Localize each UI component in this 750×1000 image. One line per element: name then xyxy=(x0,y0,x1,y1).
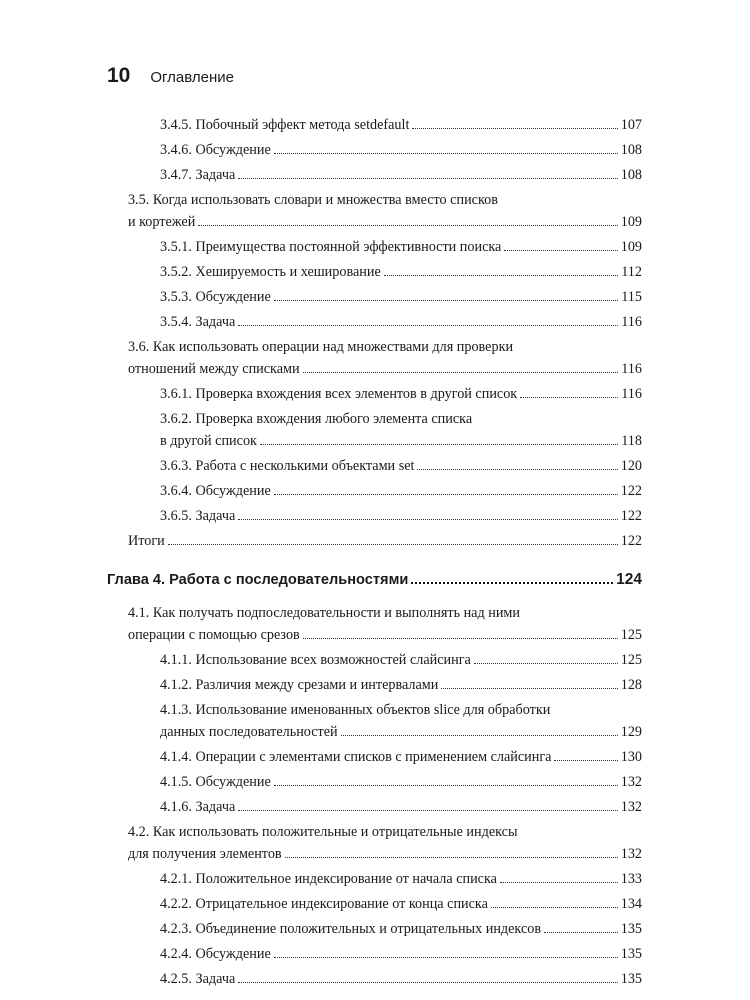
toc-entry-page: 125 xyxy=(620,652,642,668)
toc-entry-page: 122 xyxy=(620,533,642,549)
toc-entry xyxy=(160,383,642,405)
toc-entry-title: 3.6.1. Проверка вхождения всех элементов в другой список xyxy=(160,386,518,402)
toc-entry-row xyxy=(160,674,642,696)
toc-entry-row xyxy=(160,139,642,161)
toc-entry-title: операции с помощью срезов xyxy=(128,627,300,643)
dot-leader xyxy=(474,662,618,664)
toc-entry-title: и кортежей xyxy=(128,214,196,230)
toc-entry-page: 109 xyxy=(620,214,642,230)
dot-leader xyxy=(411,581,613,584)
toc-entry xyxy=(160,746,642,768)
toc-entry-title: 3.5.3. Обсуждение xyxy=(160,289,271,305)
toc-entry xyxy=(160,771,642,793)
toc-entry xyxy=(160,649,642,671)
toc-entry-page: 108 xyxy=(620,167,642,183)
toc-entry-title: 4.1.5. Обсуждение xyxy=(160,774,271,790)
toc-entry-title: 4.1.2. Различия между срезами и интервалами xyxy=(160,677,439,693)
running-head: Оглавление xyxy=(150,69,234,86)
toc-entry-page: 108 xyxy=(620,142,642,158)
toc-entry-row xyxy=(160,771,642,793)
toc-entry-title: 3.5.2. Хешируемость и хеширование xyxy=(160,264,381,280)
toc-entry xyxy=(107,569,642,591)
toc-entry-row xyxy=(160,918,642,940)
dot-leader xyxy=(554,759,617,761)
dot-leader xyxy=(500,881,618,883)
toc-entry-title: 3.6.5. Задача xyxy=(160,508,236,524)
toc-entry-title: 3.5.4. Задача xyxy=(160,314,236,330)
toc-entry-row xyxy=(128,211,642,233)
toc-entry xyxy=(160,164,642,186)
toc-entry-row xyxy=(160,164,642,186)
toc-entry xyxy=(160,114,642,136)
dot-leader xyxy=(238,177,617,179)
toc-entry xyxy=(128,530,642,552)
toc-entry-title: 3.6.3. Работа с несколькими объектами set xyxy=(160,458,415,474)
toc-entry-row xyxy=(160,480,642,502)
toc-entry xyxy=(160,918,642,940)
toc-entry-page: 135 xyxy=(620,921,642,937)
toc-entry-row xyxy=(160,968,642,990)
toc-entry-title: 3.5.1. Преимущества постоянной эффективности поиска xyxy=(160,239,502,255)
toc-entry-title: 4.1.6. Задача xyxy=(160,799,236,815)
toc-entry-row xyxy=(160,796,642,818)
toc-entry-title: 4.2.2. Отрицательное индексирование от конца списка xyxy=(160,896,488,912)
toc-entry-page: 128 xyxy=(620,677,642,693)
toc-entry xyxy=(160,480,642,502)
toc-entry xyxy=(160,139,642,161)
toc-entry-title: 3.6.4. Обсуждение xyxy=(160,483,271,499)
dot-leader xyxy=(238,809,617,811)
toc-entry-title-line: 3.6. Как использовать операции над множествами для проверки xyxy=(128,339,514,355)
dot-leader xyxy=(238,324,618,326)
dot-leader xyxy=(260,443,618,445)
toc-entry xyxy=(160,968,642,990)
toc-entry xyxy=(128,821,642,865)
toc-entry-page: 122 xyxy=(620,508,642,524)
dot-leader xyxy=(238,981,617,983)
toc-entry-row xyxy=(128,358,642,380)
toc-entry-page: 133 xyxy=(620,871,642,887)
toc-entry-row xyxy=(160,505,642,527)
toc-entry-page: 132 xyxy=(620,799,642,815)
toc-entry-row xyxy=(160,649,642,671)
toc-entry-page: 124 xyxy=(616,571,642,588)
toc-entry-row xyxy=(128,624,642,646)
page-header xyxy=(107,64,234,104)
toc-entry-row xyxy=(160,430,642,452)
toc-entry-page: 116 xyxy=(621,386,642,402)
dot-leader xyxy=(384,274,618,276)
dot-leader xyxy=(303,371,619,373)
toc-entry xyxy=(160,943,642,965)
page-number: 10 xyxy=(107,64,131,87)
toc-entry xyxy=(160,699,642,743)
toc-entry-page: 134 xyxy=(620,896,642,912)
toc-entry-row xyxy=(107,569,642,591)
toc-entry xyxy=(160,796,642,818)
toc-entry-row xyxy=(160,236,642,258)
toc-entry-page: 115 xyxy=(621,289,642,305)
toc-entry-title-line: 4.2. Как использовать положительные и отрицательные индексы xyxy=(128,824,518,840)
toc-entry xyxy=(160,893,642,915)
dot-leader xyxy=(341,734,618,736)
dot-leader xyxy=(168,543,618,545)
dot-leader xyxy=(274,493,618,495)
toc-entry-page: 116 xyxy=(621,361,642,377)
dot-leader xyxy=(198,224,617,226)
toc-entry-row xyxy=(160,286,642,308)
toc-entry-page: 135 xyxy=(620,946,642,962)
toc-entry-row xyxy=(160,943,642,965)
toc-entry-row xyxy=(160,383,642,405)
toc-entry-title: 4.2.5. Задача xyxy=(160,971,236,987)
toc-entry-row xyxy=(160,721,642,743)
dot-leader xyxy=(285,856,618,858)
dot-leader xyxy=(303,637,618,639)
dot-leader xyxy=(417,468,617,470)
dot-leader xyxy=(412,127,617,129)
toc-entry xyxy=(160,505,642,527)
dot-leader xyxy=(504,249,617,251)
dot-leader xyxy=(274,784,618,786)
toc-entry-row xyxy=(160,261,642,283)
toc-entry-row xyxy=(128,843,642,865)
toc-entry-row xyxy=(160,746,642,768)
toc-entry-page: 130 xyxy=(620,749,642,765)
dot-leader xyxy=(274,956,618,958)
toc-entry-title-line: 4.1. Как получать подпоследовательности и выполнять над ними xyxy=(128,605,520,621)
toc-entry-page: 109 xyxy=(620,239,642,255)
toc-entry-page: 135 xyxy=(620,971,642,987)
toc-entry-row xyxy=(128,530,642,552)
toc-entry-page: 125 xyxy=(620,627,642,643)
dot-leader xyxy=(274,152,618,154)
toc-entry-title-line: 4.1.3. Использование именованных объектов slice для обработки xyxy=(160,702,551,718)
toc-entry-title: отношений между списками xyxy=(128,361,300,377)
toc-entry-title: 4.2.4. Обсуждение xyxy=(160,946,271,962)
toc-entry-row xyxy=(160,114,642,136)
toc-entry xyxy=(160,455,642,477)
toc-entry-title: 4.2.3. Объединение положительных и отрицательных индексов xyxy=(160,921,542,937)
toc-entry-title-line: 3.6.2. Проверка вхождения любого элемента списка xyxy=(160,411,473,427)
toc-entry xyxy=(160,674,642,696)
toc-entry-title: 3.4.5. Побочный эффект метода setdefault xyxy=(160,117,410,133)
toc-entry-page: 118 xyxy=(621,433,642,449)
toc-entry-page: 132 xyxy=(620,774,642,790)
toc-entry-row xyxy=(160,868,642,890)
toc-entry xyxy=(160,236,642,258)
toc-entry-title: в другой список xyxy=(160,433,257,449)
toc-entry-title: 3.4.7. Задача xyxy=(160,167,236,183)
toc-entry xyxy=(160,408,642,452)
dot-leader xyxy=(544,931,618,933)
toc-entry-title: Глава 4. Работа с последовательностями xyxy=(107,572,409,588)
toc-entry-page: 132 xyxy=(620,846,642,862)
toc-entry-page: 120 xyxy=(620,458,642,474)
toc-entry-title: 4.1.4. Операции с элементами списков с применением слайсинга xyxy=(160,749,552,765)
toc-entry-page: 129 xyxy=(620,724,642,740)
toc-entry-title: 4.1.1. Использование всех возможностей слайсинга xyxy=(160,652,471,668)
toc-entry xyxy=(160,261,642,283)
dot-leader xyxy=(238,518,617,520)
dot-leader xyxy=(491,906,618,908)
toc-entry-title: 4.2.1. Положительное индексирование от начала списка xyxy=(160,871,497,887)
toc-entry-title: 3.4.6. Обсуждение xyxy=(160,142,271,158)
dot-leader xyxy=(520,396,618,398)
toc-entry xyxy=(128,336,642,380)
toc-entry-page: 112 xyxy=(621,264,642,280)
toc-entry-title: данных последовательностей xyxy=(160,724,338,740)
toc-entry xyxy=(128,602,642,646)
toc-entry-title: Итоги xyxy=(128,533,165,549)
toc-entry-page: 116 xyxy=(621,314,642,330)
toc-entry-page: 107 xyxy=(620,117,642,133)
toc-entry-row xyxy=(160,893,642,915)
toc-entry-page: 122 xyxy=(620,483,642,499)
toc-entry-title: для получения элементов xyxy=(128,846,282,862)
toc-entry xyxy=(160,286,642,308)
toc-entry xyxy=(160,868,642,890)
toc-entry-row xyxy=(160,311,642,333)
dot-leader xyxy=(274,299,618,301)
dot-leader xyxy=(441,687,617,689)
toc-entry-row xyxy=(160,455,642,477)
toc-entry xyxy=(128,189,642,233)
toc-entry-title-line: 3.5. Когда использовать словари и множества вместо списков xyxy=(128,192,498,208)
toc-entry xyxy=(160,311,642,333)
